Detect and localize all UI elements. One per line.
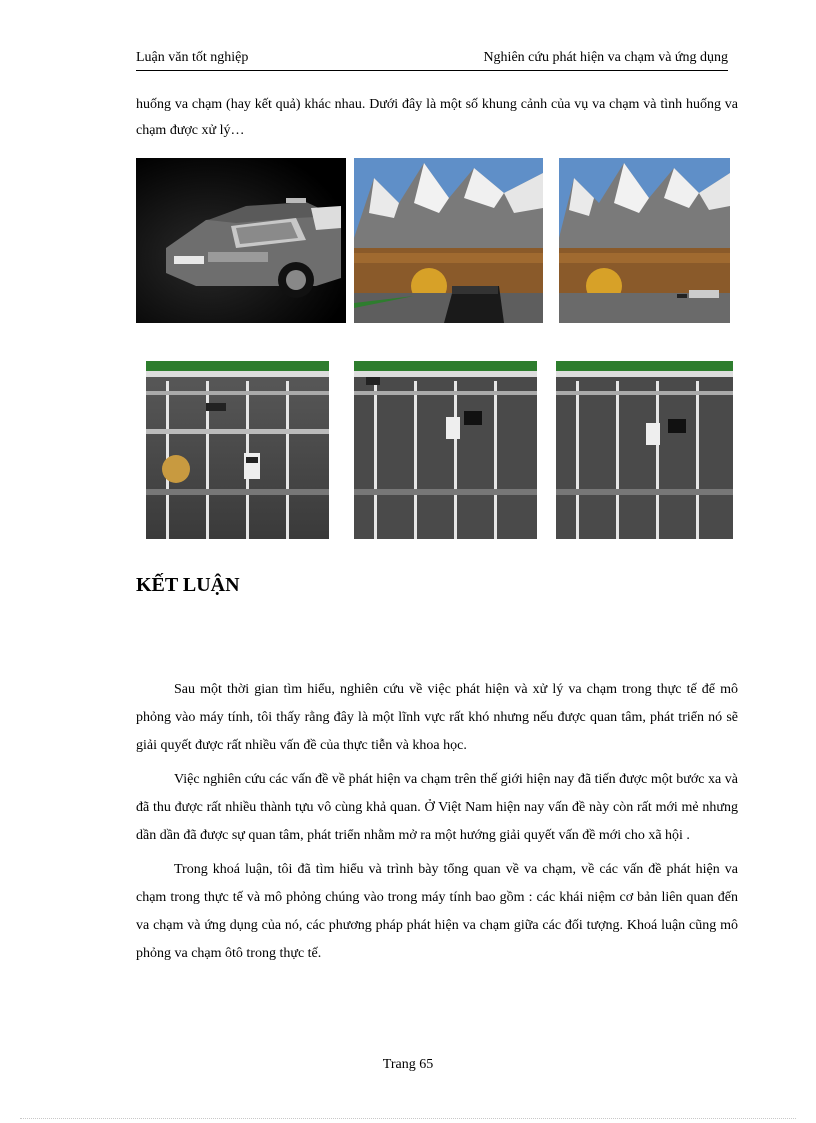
- paragraph-3: Trong khoá luận, tôi đã tìm hiểu và trình bày tổng quan về va chạm, về các vấn đề phát hiện va chạm trong thực tế và mô phỏng chúng vào trong máy tính bao gồm : các khái niệm cơ bản liên quan đến va chạm và ứng dụng của nó, các phương pháp phát hiện va chạm giữa các đối tượng. Khoá luận cũng mô phỏng va chạm ôtô trong thực tế.: [136, 862, 738, 961]
- intro-paragraph: huống va chạm (hay kết quả) khác nhau. Dưới đây là một số khung cảnh của vụ va chạm và tình huống va chạm được xử lý…: [136, 97, 738, 138]
- page-header: [136, 50, 728, 71]
- figure-topdown-3: [556, 361, 733, 539]
- paragraph-1: Sau một thời gian tìm hiểu, nghiên cứu về việc phát hiện và xử lý va chạm trong thực tế để mô phỏng vào máy tính, tôi thấy rằng đây là một lĩnh vực rất khó nhưng nếu được quan tâm, phát triển nó sẽ giải quyết được rất nhiều vấn đề của thực tiễn và khoa học.: [136, 682, 738, 753]
- figure-mountain-road: [559, 158, 730, 323]
- conclusion-body: [136, 676, 738, 974]
- figure-mountain-road-car: [354, 158, 543, 323]
- page-number: Trang 65: [382, 1057, 434, 1072]
- header-left-title: Luận văn tốt nghiệp: [136, 50, 249, 65]
- figure-topdown-2: [354, 361, 537, 539]
- section-title: KẾT LUẬN: [136, 574, 240, 596]
- paragraph-2: Việc nghiên cứu các vấn đề về phát hiện va chạm trên thế giới hiện nay đã tiến được một bước xa và đã thu được rất nhiều thành tựu vô cùng khả quan. Ở Việt Nam hiện nay vấn đề này còn rất mới mẻ nhưng dần dần đã được sự quan tâm, phát triển nhằm mở ra một hướng giải quyết vấn đề mới cho xã hội .: [136, 772, 738, 843]
- figure-topdown-1: [146, 361, 329, 539]
- bottom-rule: [20, 1118, 796, 1119]
- figure-car-night: [136, 158, 346, 323]
- header-right-title: Nghiên cứu phát hiện va chạm và ứng dụng: [483, 50, 728, 65]
